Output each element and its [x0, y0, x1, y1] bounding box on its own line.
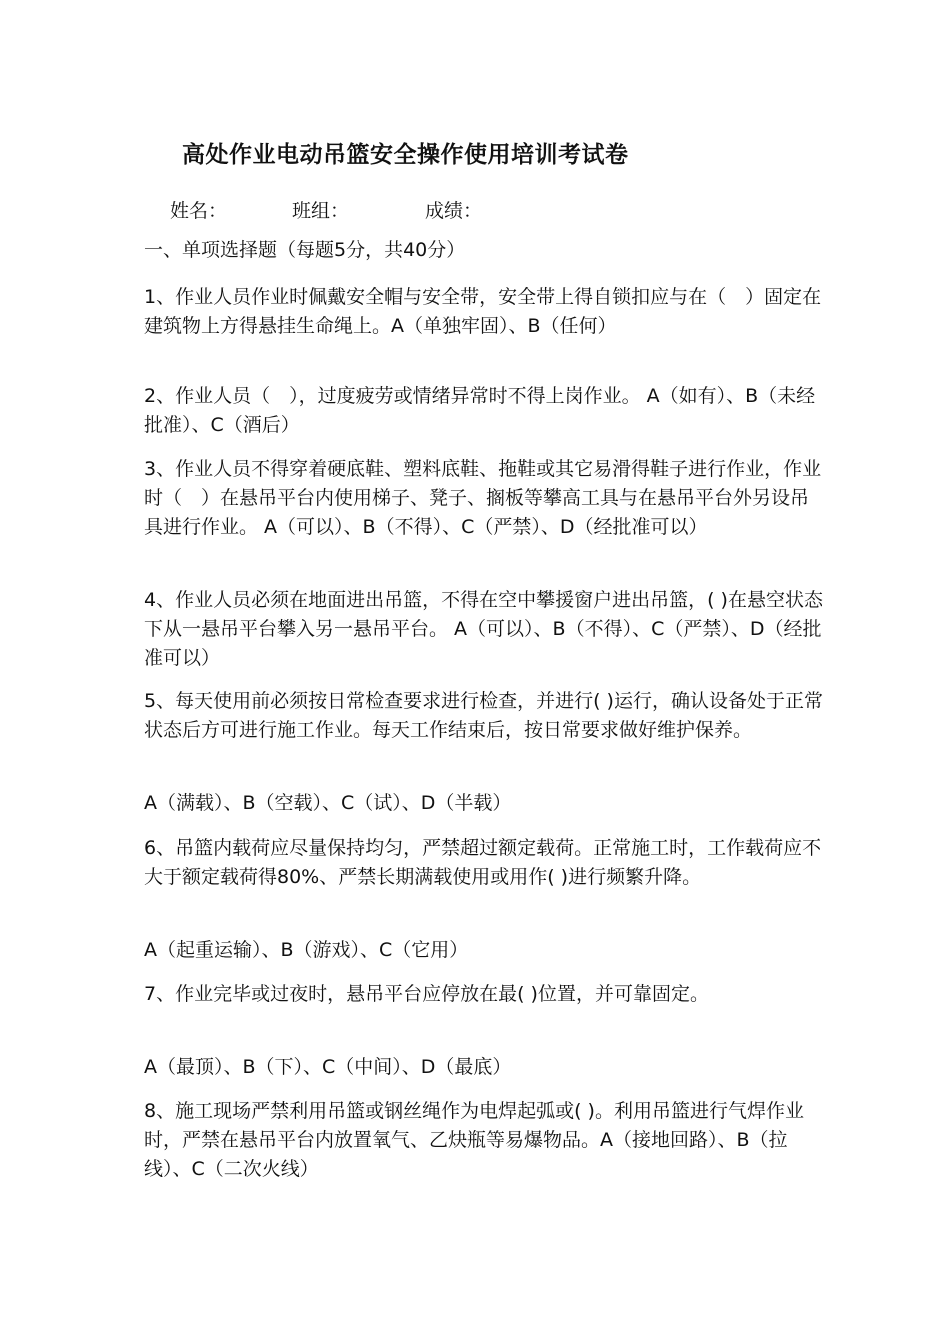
question-7-options: A（最顶）、B（下）、C（中间）、D（最底）	[144, 1056, 512, 1078]
question-1: 1、作业人员作业时佩戴安全帽与安全带，安全带上得自锁扣应与在（ ）固定在建筑物上方得悬挂生命绳上。A（单独牢固）、B（任何）	[144, 286, 822, 337]
section-heading: 一、单项选择题（每题5分，共40分）	[144, 239, 466, 261]
question-6: 6、吊篮内载荷应尽量保持均匀，严禁超过额定载荷。正常施工时，工作载荷应不大于额定载荷得80%、严禁长期满载使用或用作( )进行频繁升降。	[144, 837, 822, 888]
question-4: 4、作业人员必须在地面进出吊篮，不得在空中攀援窗户进出吊篮，( )在悬空状态下从一悬吊平台攀入另一悬吊平台。 A（可以）、B（不得）、C（严禁）、D（经批准可以）	[144, 589, 823, 669]
name-label: 姓名：	[170, 200, 228, 222]
question-5-options: A（满载）、B（空载）、C（试）、D（半载）	[144, 792, 512, 814]
group-label: 班组：	[292, 200, 350, 222]
question-2: 2、作业人员（ ），过度疲劳或情绪异常时不得上岗作业。 A（如有）、B（未经批准）、C（酒后）	[144, 385, 816, 436]
question-3: 3、作业人员不得穿着硬底鞋、塑料底鞋、拖鞋或其它易滑得鞋子进行作业，作业时（ ）在悬吊平台内使用梯子、凳子、搁板等攀高工具与在悬吊平台外另设吊具进行作业。 A（可以）、B（不得）、C（严禁）、D（经批准可以）	[144, 458, 822, 538]
question-7: 7、作业完毕或过夜时，悬吊平台应停放在最( )位置，并可靠固定。	[144, 983, 709, 1005]
page-title: 高处作业电动吊篮安全操作使用培训考试卷	[182, 142, 629, 168]
question-6-options: A（起重运输）、B（游戏）、C（它用）	[144, 939, 469, 961]
question-5: 5、每天使用前必须按日常检查要求进行检查，并进行( )运行，确认设备处于正常状态后方可进行施工作业。每天工作结束后，按日常要求做好维护保养。	[144, 690, 823, 741]
score-label: 成绩：	[425, 200, 483, 222]
question-8: 8、施工现场严禁利用吊篮或钢丝绳作为电焊起弧或( )。利用吊篮进行气焊作业时，严禁在悬吊平台内放置氧气、乙炔瓶等易爆物品。A（接地回路）、B（拉线）、C（二次火线）	[144, 1100, 804, 1180]
